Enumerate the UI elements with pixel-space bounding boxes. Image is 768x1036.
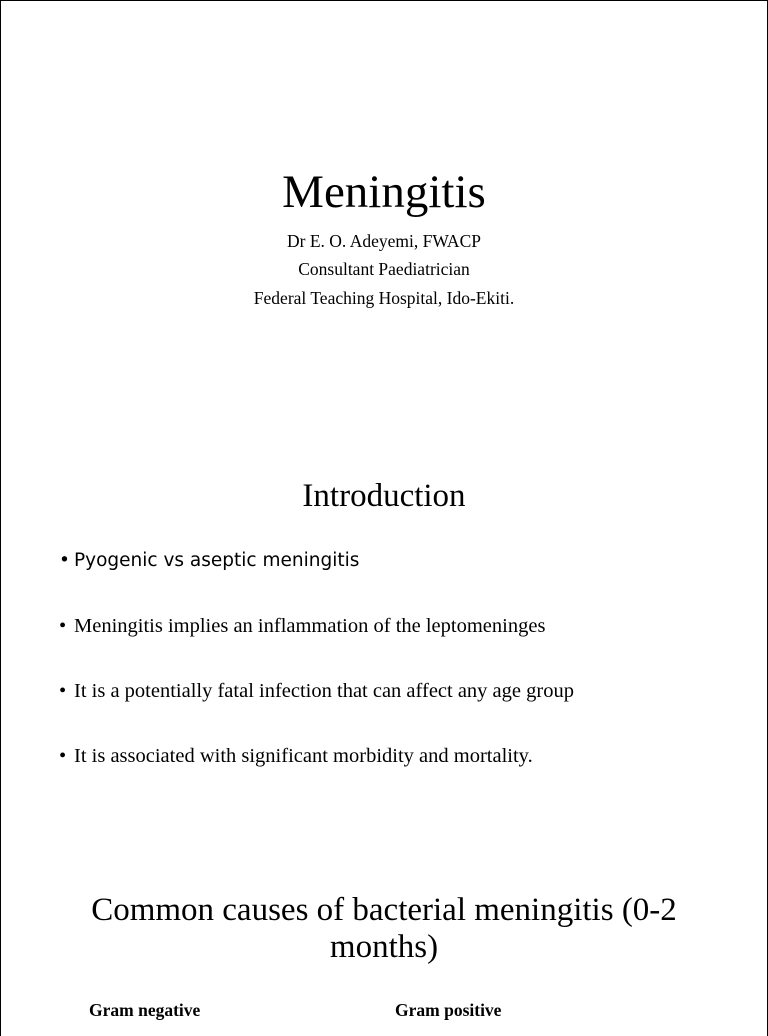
author-line: Dr E. O. Adeyemi, FWACP	[287, 231, 481, 251]
gram-positive-header: Gram positive	[395, 1000, 502, 1020]
bullet-dot-icon: •	[59, 745, 67, 767]
bullet-item	[59, 548, 359, 574]
slide-introduction-heading: Introduction	[302, 478, 466, 514]
bullet-text: It is a potentially fatal infection that can affect any age group	[74, 680, 574, 702]
bullet-item	[59, 678, 574, 704]
bullet-text: It is associated with significant morbidity and mortality.	[74, 745, 533, 767]
heading-line-1: Common causes of bacterial meningitis (0-2	[91, 892, 677, 928]
bullet-dot-icon: •	[59, 680, 67, 702]
heading-line-2: months)	[329, 929, 439, 965]
bullet-item	[59, 613, 545, 639]
slide-title-heading: Meningitis	[282, 166, 486, 218]
bullet-text: Meningitis implies an inflammation of the leptomeninges	[74, 615, 546, 637]
slide-common-causes	[0, 866, 768, 1036]
bullet-dot-icon: •	[59, 615, 67, 637]
gram-negative-header: Gram negative	[89, 1000, 201, 1020]
slide-title	[0, 0, 768, 434]
institution-line: Federal Teaching Hospital, Ido-Ekiti.	[253, 288, 515, 308]
bullet-text: Pyogenic vs aseptic meningitis	[74, 550, 360, 571]
bullet-item	[59, 743, 533, 769]
role-line: Consultant Paediatrician	[298, 259, 470, 279]
bullet-dot-icon: •	[59, 550, 70, 571]
slide-introduction	[0, 433, 768, 867]
slide-common-causes-heading	[1, 892, 767, 966]
